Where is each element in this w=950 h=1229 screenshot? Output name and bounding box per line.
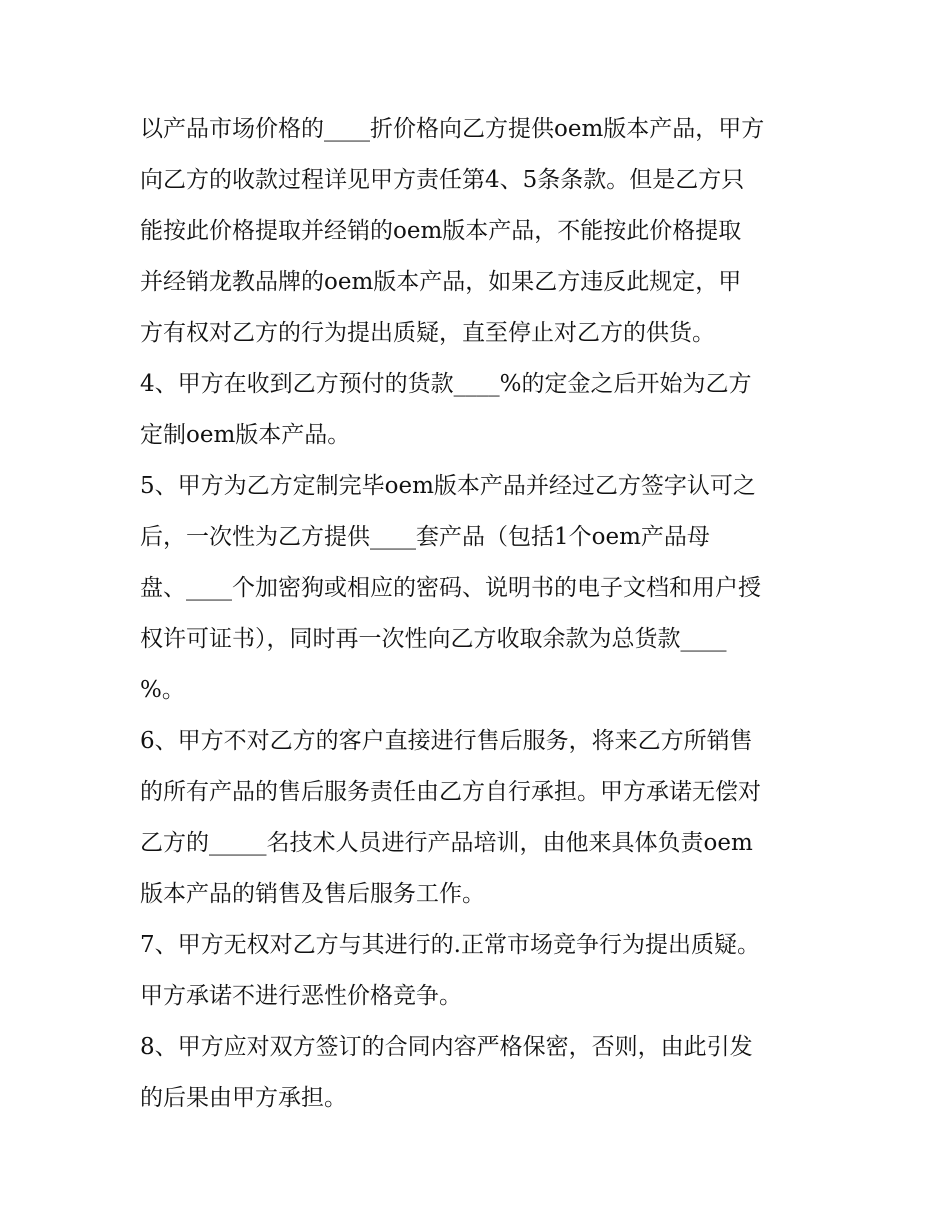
clause-4-line: 4、甲方在收到乙方预付的货款____%的定金之后开始为乙方: [140, 371, 752, 397]
text-line: 甲方承诺不进行恶性价格竞争。: [140, 983, 462, 1009]
clause-8-line: 8、甲方应对双方签订的合同内容严格保密，否则，由此引发: [140, 1034, 753, 1060]
text-line: 乙方的_____名技术人员进行产品培训，由他来具体负责oem: [140, 830, 753, 856]
text-line: 方有权对乙方的行为提出质疑，直至停止对乙方的供货。: [140, 320, 715, 346]
text-line: 的后果由甲方承担。: [140, 1085, 347, 1111]
text-line: 以产品市场价格的____折价格向乙方提供oem版本产品，甲方: [140, 116, 765, 142]
text-line: 后，一次性为乙方提供____套产品（包括1个oem产品母: [140, 524, 710, 550]
contract-text: [140, 104, 820, 1124]
text-line: 权许可证书），同时再一次性向乙方收取余款为总货款____: [140, 626, 727, 652]
text-line: %。: [140, 677, 185, 703]
text-line: 定制oem版本产品。: [140, 422, 351, 448]
text-line: 的所有产品的售后服务责任由乙方自行承担。甲方承诺无偿对: [140, 779, 761, 805]
text-line: 盘、____个加密狗或相应的密码、说明书的电子文档和用户授: [140, 575, 761, 601]
clause-7-line: 7、甲方无权对乙方与其进行的.正常市场竞争行为提出质疑。: [140, 932, 760, 958]
text-line: 版本产品的销售及售后服务工作。: [140, 881, 485, 907]
text-line: 并经销龙教品牌的oem版本产品，如果乙方违反此规定，甲: [140, 269, 742, 295]
text-line: 向乙方的收款过程详见甲方责任第4、5条条款。但是乙方只: [140, 167, 745, 193]
text-line: 能按此价格提取并经销的oem版本产品，不能按此价格提取: [140, 218, 742, 244]
clause-6-line: 6、甲方不对乙方的客户直接进行售后服务，将来乙方所销售: [140, 728, 753, 754]
clause-5-line: 5、甲方为乙方定制完毕oem版本产品并经过乙方签字认可之: [140, 473, 756, 499]
